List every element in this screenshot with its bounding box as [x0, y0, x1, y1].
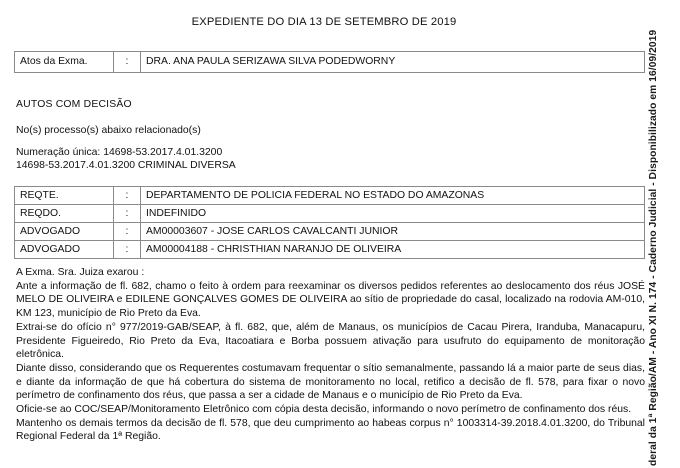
- parties-table: [14, 186, 645, 259]
- party-colon: :: [114, 187, 141, 205]
- decision-body: [16, 266, 645, 444]
- party-name: INDEFINIDO: [141, 205, 645, 223]
- judge-colon: :: [114, 52, 141, 73]
- table-row: [15, 241, 645, 259]
- body-paragraph-intro: A Exma. Sra. Juiza exarou :: [16, 267, 145, 278]
- party-colon: :: [114, 241, 141, 259]
- table-row: [15, 223, 645, 241]
- body-paragraph-5: Mantenho os demais termos da decisão de fl. 578, que deu cumprimento ao habeas corpus n° 1003314-39.2018.4.01.3200, do Tribunal Regional Federal da 1ª Região.: [16, 417, 645, 443]
- table-row: [15, 52, 645, 73]
- party-name: AM00004188 - CHRISTHIAN NARANJO DE OLIVEIRA: [141, 241, 645, 259]
- body-paragraph-4: Oficie-se ao COC/SEAP/Monitoramento Eletrônico com cópia desta decisão, informando o novo perímetro de confinamento dos réus.: [16, 404, 632, 416]
- numeracao-unica: Numeração única: 14698-53.2017.4.01.3200: [16, 147, 223, 158]
- party-role: REQDO.: [15, 205, 114, 223]
- page-title: EXPEDIENTE DO DIA 13 DE SETEMBRO DE 2019: [191, 16, 457, 28]
- publication-stamp: [646, 0, 680, 468]
- judge-label: Atos da Exma.: [15, 52, 114, 73]
- judge-name: DRA. ANA PAULA SERIZAWA SILVA PODEDWORNY: [141, 52, 645, 73]
- party-name: AM00003607 - JOSE CARLOS CAVALCANTI JUNIOR: [141, 223, 645, 241]
- body-paragraph-3: Diante disso, considerando que os Requerentes costumavam frequentar o sítio semanalmente, passando lá a maior parte de seus dias, e diante da informação de que há cobertura do sistema de monitoramento no local, retifico a decisão de fl. 578, para fixar o novo perímetro de confinamento dos réus, que passa a ser a cidade de Manaus e o município de Rio Preto da Eva.: [16, 362, 645, 402]
- table-row: [15, 205, 645, 223]
- body-paragraph-1: Ante a informação de fl. 682, chamo o feito à ordem para reexaminar os diversos pedidos referentes ao deslocamento dos réus JOSÉ MELO DE OLIVEIRA e EDILENE GONÇALVES GOMES DE OLIVEIRA ao sítio de propriedade do casal, localizado na rodovia AM-010, KM 123, município de Rio Preto da Eva.: [16, 280, 645, 320]
- body-paragraph-2: Extrai-se do ofício n° 977/2019-GAB/SEAP, à fl. 682, que, além de Manaus, os municípios de Cacau Pirera, Iranduba, Manacapuru, Presidente Figueiredo, Rio Preto da Eva, Itacoatiara e Borba possuem ativação para usufruto do equipamento de monitoração eletrônica.: [16, 321, 645, 361]
- party-colon: :: [114, 223, 141, 241]
- party-role: ADVOGADO: [15, 241, 114, 259]
- section-heading-autos: AUTOS COM DECISÃO: [16, 99, 132, 110]
- party-name: DEPARTAMENTO DE POLICIA FEDERAL NO ESTADO DO AMAZONAS: [141, 187, 645, 205]
- party-colon: :: [114, 205, 141, 223]
- table-row: [15, 187, 645, 205]
- judge-table: [14, 51, 645, 73]
- publication-stamp-text: deral da 1ª Região/AM - Ano XI N. 174 - Caderno Judicial - Disponibilizado em 16/09/2019: [648, 29, 659, 466]
- processo-classe: 14698-53.2017.4.01.3200 CRIMINAL DIVERSA: [16, 160, 236, 171]
- party-role: REQTE.: [15, 187, 114, 205]
- party-role: ADVOGADO: [15, 223, 114, 241]
- processos-subheading: No(s) processo(s) abaixo relacionado(s): [16, 125, 201, 136]
